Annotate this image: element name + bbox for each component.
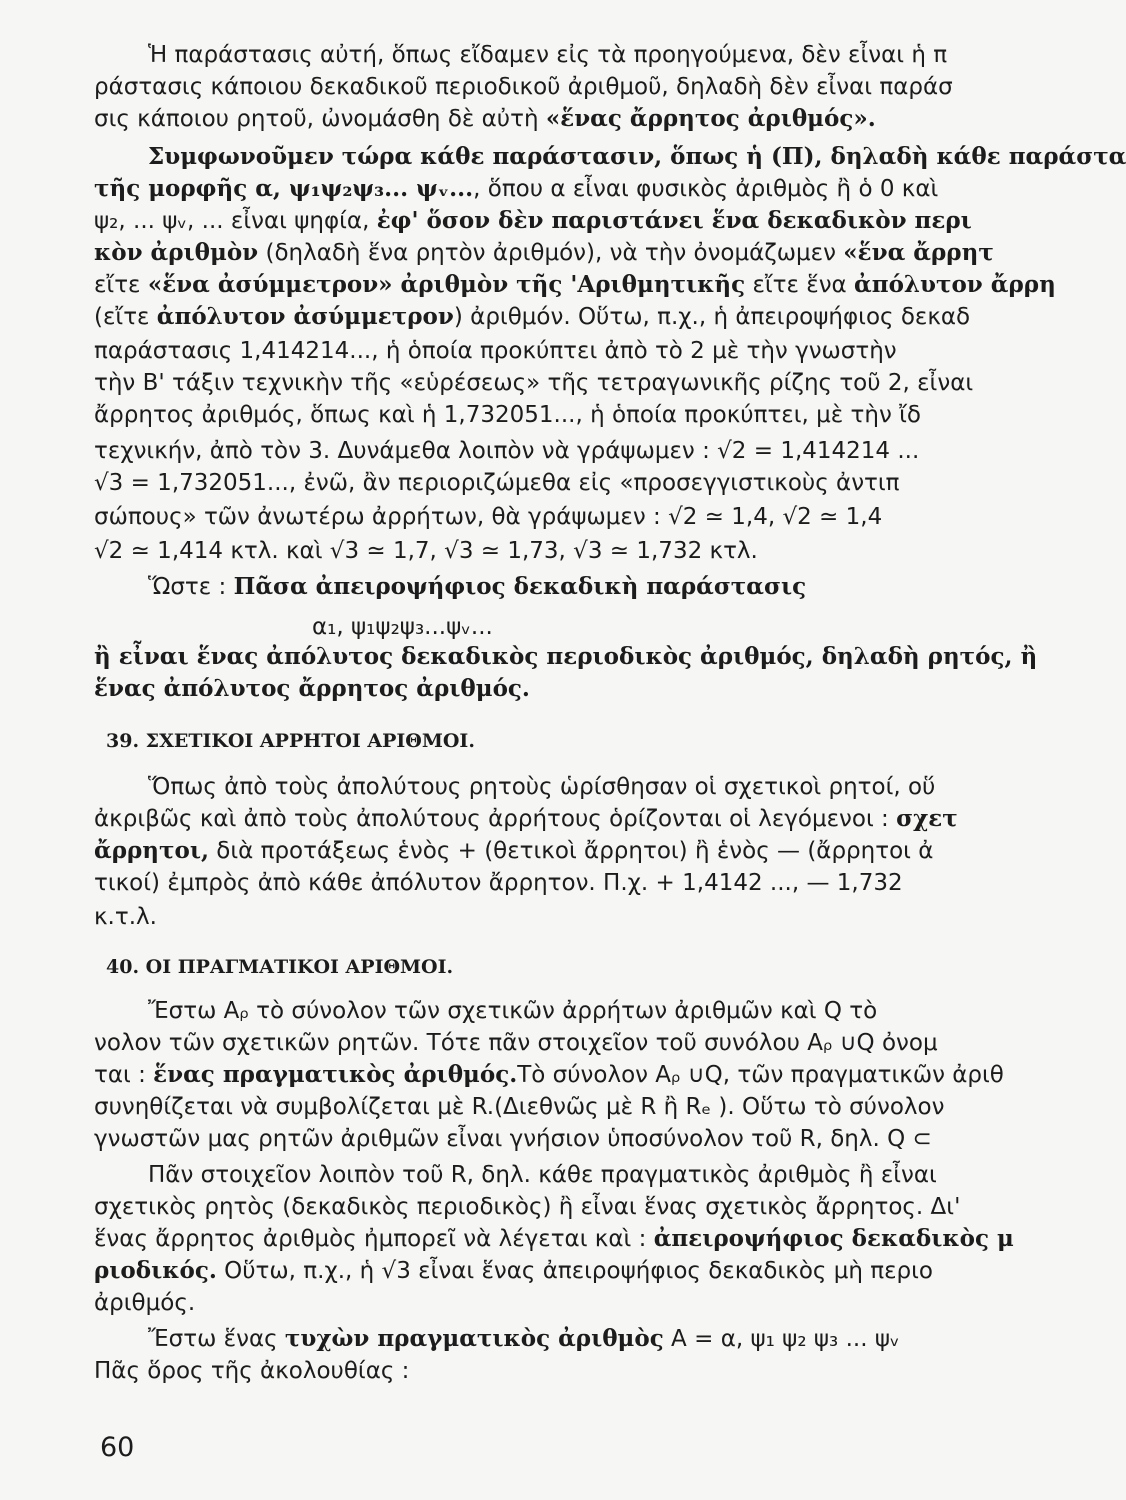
text-line [94,400,921,430]
text-run: Πᾶν στοιχεῖον λοιπὸν τοῦ R, δηλ. κάθε πραγματικὸς ἀριθμὸς ἢ εἶναι [148,1162,937,1188]
text-line [94,368,973,398]
text-line [94,206,972,236]
text-run: Οὕτω, π.χ., ἡ √3 εἶναι ἕνας ἀπειροψήφιος δεκαδικὸς μὴ περιο [216,1258,933,1284]
bold-text: «ἕνας ἄρρητος ἀριθμός». [545,105,876,132]
text-run: A = α, ψ₁ ψ₂ ψ₃ ... ψᵥ [663,1326,900,1352]
text-line [148,772,935,802]
text-run: √2 ≃ 1,414 κτλ. καὶ √3 ≃ 1,7, √3 ≃ 1,73, √3 ≃ 1,732 κτλ. [94,538,758,564]
text-run: παράστασις 1,414214..., ἡ ὁποία προκύπτει ἀπὸ τὸ 2 μὲ τὴν γνωστὴν [94,338,897,364]
text-line [312,612,493,642]
text-line [94,674,530,704]
text-run: ἕνας ἄρρητος ἀριθμὸς ἠμπορεῖ νὰ λέγεται καὶ : [94,1226,654,1252]
bold-text: ἐφ' ὅσον δὲν παριστάνει ἕνα δεκαδικὸν περι [376,207,972,234]
text-line [94,502,882,532]
bold-text: ἄρρητοι, [94,837,209,864]
text-run: ράστασις κάποιου δεκαδικοῦ περιοδικοῦ ἀριθμοῦ, δηλαδὴ δὲν εἶναι παράσ [94,74,953,100]
text-line [94,1256,933,1286]
text-run: α₁, ψ₁ψ₂ψ₃...ψᵥ... [312,614,493,640]
text-run: Ὅπως ἀπὸ τοὺς ἀπολύτους ρητοὺς ὡρίσθησαν οἱ σχετικοὶ ρητοί, οὕ [148,774,936,800]
text-line [94,302,970,332]
text-line [94,174,938,204]
text-line [94,804,958,834]
section-heading: 39. ΣΧΕΤΙΚΟΙ ΑΡΡΗΤΟΙ ΑΡΙΘΜΟΙ. [106,730,475,752]
text-run: (δηλαδὴ ἕνα ρητὸν ἀριθμόν), νὰ τὴν ὀνομάζωμεν [258,240,844,266]
text-run: (εἴτε [94,304,157,330]
text-run: σις κάποιου ρητοῦ, ὠνομάσθη δὲ αὐτὴ [94,106,546,132]
bold-text: τυχὼν πραγματικὸς ἀριθμὸς [284,1325,664,1352]
text-run: Ἔστω Aᵨ τὸ σύνολον τῶν σχετικῶν ἀρρήτων ἀριθμῶν καὶ Q τὸ [148,998,878,1024]
text-run: , ὅπου α εἶναι φυσικὸς ἀριθμὸς ἢ ὁ 0 καὶ [473,176,939,202]
bold-text: ἢ εἶναι ἕνας ἀπόλυτος δεκαδικὸς περιοδικὸς ἀριθμός, δηλαδὴ ρητός, ἢ [94,643,1038,670]
text-line [94,1124,932,1154]
bold-text: ἀπειροψήφιος δεκαδικὸς μ [653,1225,1014,1252]
bold-text: Πᾶσα ἀπειροψήφιος δεκαδικὴ παράστασις [233,573,807,600]
page-number: 60 [100,1432,135,1463]
bold-text: τῆς μορφῆς α, ψ₁ψ₂ψ₃... ψᵥ... [94,175,474,202]
text-line [148,1160,937,1190]
text-line [94,104,876,134]
text-line [94,1092,944,1122]
text-line [94,468,900,498]
text-run: ἀριθμός. [94,1290,196,1316]
text-line [94,1060,1004,1090]
text-run: σχετικὸς ρητὸς (δεκαδικὸς περιοδικὸς) ἢ εἶναι ἕνας σχετικὸς ἄρρητος. Δι' [94,1194,961,1220]
text-line [94,238,994,268]
text-run: √3 = 1,732051..., ἐνῶ, ἂν περιοριζώμεθα εἰς «προσεγγιστικοὺς ἀντιπ [94,470,900,496]
text-run: διὰ προτάξεως ἑνὸς + (θετικοὶ ἄρρητοι) ἢ ἑνὸς — (ἄρρητοι ἀ [208,838,934,864]
text-run: σώπους» τῶν ἀνωτέρω ἀρρήτων, θὰ γράψωμεν : √2 ≃ 1,4, √2 ≃ 1,4 [94,504,883,530]
text-run: κ.τ.λ. [94,904,157,930]
text-run: ἀκριβῶς καὶ ἀπὸ τοὺς ἀπολύτους ἀρρήτους ὁρίζονται οἱ λεγόμενοι : [94,806,897,832]
text-run: συνηθίζεται νὰ συμβολίζεται μὲ R.(Διεθνῶς μὲ R ἢ Rₑ ). Οὕτω τὸ σύνολον [94,1094,945,1120]
text-run: Τὸ σύνολον Aᵨ ∪Q, τῶν πραγματικῶν ἀριθ [517,1062,1004,1088]
text-line [94,902,157,932]
text-run: τεχνικήν, ἀπὸ τὸν 3. Δυνάμεθα λοιπὸν νὰ γράψωμεν : √2 = 1,414214 ... [94,438,920,464]
text-run: εἴτε [94,272,148,298]
text-line [94,642,1037,672]
text-line [94,1224,1014,1254]
text-line [94,1028,938,1058]
text-run: νολον τῶν σχετικῶν ρητῶν. Τότε πᾶν στοιχεῖον τοῦ συνόλου Aᵨ ∪Q ὀνομ [94,1030,938,1056]
text-line [94,270,1056,300]
text-run: ψ₂, ... ψᵥ, ... εἶναι ψηφία, [94,208,377,234]
text-line [94,1192,960,1222]
bold-text: σχετ [896,805,958,832]
text-run: ἄρρητος ἀριθμός, ὅπως καὶ ἡ 1,732051..., ἡ ὁποία προκύπτει, μὲ τὴν ἴδ [94,402,921,428]
bold-text: ἀπόλυτον ἀσύμμετρον [156,303,454,330]
text-run: Ἔστω ἕνας [148,1326,285,1352]
text-run: ) ἀριθμόν. Οὕτω, π.χ., ἡ ἀπειροψήφιος δεκαδ [453,304,971,330]
text-line [148,142,1126,172]
text-line [94,836,933,866]
text-run: Ἡ παράστασις αὐτή, ὅπως εἴδαμεν εἰς τὰ προηγούμενα, δὲν εἶναι ἡ π [148,42,948,68]
text-line [94,336,897,366]
bold-text: Συμφωνοῦμεν τώρα κάθε παράστασιν, ὅπως ἡ (Π), δηλαδὴ κάθε παράστα [148,143,1126,170]
text-line [94,868,903,898]
bold-text: ριοδικός. [94,1257,217,1284]
text-run: εἴτε ἕνα [745,272,855,298]
bold-text: ἀπόλυτον ἄρρη [854,271,1056,298]
text-run: Ὥστε : [148,574,234,600]
text-line [94,1288,195,1318]
bold-text: ἕνας πραγματικὸς ἀριθμός. [153,1061,518,1088]
text-run: γνωστῶν μας ρητῶν ἀριθμῶν εἶναι γνήσιον ὑποσύνολον τοῦ R, δηλ. Q ⊂ [94,1126,932,1152]
text-line [148,996,877,1026]
text-line [94,436,919,466]
text-line [148,1324,900,1354]
text-line [94,536,758,566]
section-heading: 40. ΟΙ ΠΡΑΓΜΑΤΙΚΟΙ ΑΡΙΘΜΟΙ. [106,956,454,978]
text-run: τὴν Β' τάξιν τεχνικὴν τῆς «εὑρέσεως» τῆς τετραγωνικῆς ρίζης τοῦ 2, εἶναι [94,370,974,396]
text-line [94,1356,409,1386]
text-line [148,40,947,70]
text-run: τικοί) ἐμπρὸς ἀπὸ κάθε ἀπόλυτον ἄρρητον. Π.χ. + 1,4142 ..., — 1,732 [94,870,903,896]
text-line [94,72,953,102]
bold-text: κὸν ἀριθμὸν [94,239,259,266]
bold-text: «ἕνα ἀσύμμετρον» ἀριθμὸν τῆς 'Αριθμητικῆς [147,271,746,298]
bold-text: «ἕνα ἄρρητ [843,239,994,266]
text-run: ται : [94,1062,154,1088]
text-line [148,572,806,602]
text-run: Πᾶς ὅρος τῆς ἀκολουθίας : [94,1358,410,1384]
bold-text: ἕνας ἀπόλυτος ἄρρητος ἀριθμός. [94,675,530,702]
